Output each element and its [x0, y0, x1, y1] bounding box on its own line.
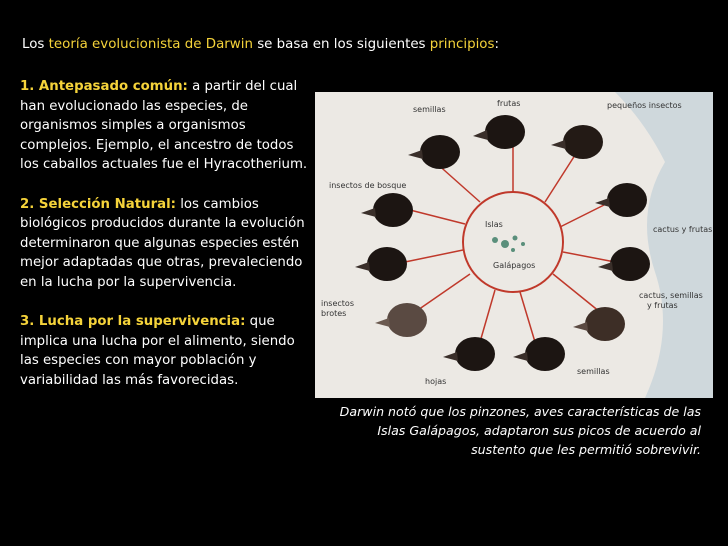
principle-1-heading: 1. Antepasado común:	[20, 79, 188, 94]
center-label-galapagos: Galápagos	[493, 261, 536, 270]
principle-3-body: que implica una lucha por el alimento, siendo las especies con mayor población y variabilidad las más favorecidas.	[20, 314, 295, 388]
intro-middle: se basa en los siguientes	[252, 37, 430, 52]
principle-2-heading: 2. Selección Natural:	[20, 196, 176, 212]
finch-head-1	[473, 115, 525, 149]
label-cactus-frutas: cactus y frutas	[653, 225, 713, 234]
principle-2-body: los cambios biológicos producidos durante la evolución determinaron que algunas especies estén mejor adaptadas que otras, prevaleciendo en la lucha por la supervivencia.	[20, 196, 305, 290]
finch-head-10	[443, 337, 495, 371]
finches-figure	[315, 92, 713, 398]
label-insectos-bosque: insectos de bosque	[329, 181, 407, 190]
intro-highlight-principles: principios	[429, 37, 495, 52]
intro-suffix: :	[494, 37, 499, 52]
principle-3	[20, 312, 310, 390]
finch-head-6	[355, 247, 407, 281]
finch-head-9	[573, 307, 625, 341]
label-frutas: frutas	[497, 99, 521, 108]
center-label-islas: Islas	[485, 220, 503, 229]
principle-2	[20, 195, 310, 293]
finches-diagram	[315, 92, 713, 398]
label-insectos: insectos	[321, 299, 354, 308]
intro-prefix: Los	[22, 37, 49, 52]
intro-line	[22, 37, 499, 52]
principle-1	[20, 77, 310, 175]
intro-highlight-theory: teoría evolucionista de Darwin	[48, 37, 253, 52]
finch-head-2	[408, 135, 460, 169]
principles-list	[20, 77, 310, 410]
principle-1-body: a partir del cual han evolucionado las especies, de organismos simples a organismos complejos. Ejemplo, el ancestro de todos los caballos actuales fue el Hyracotherium.	[20, 79, 308, 173]
label-brotes: brotes	[321, 309, 347, 318]
principle-3-heading: 3. Lucha por la supervivencia:	[20, 314, 246, 330]
label-semillas-bottom: semillas	[577, 367, 610, 376]
coast-shape	[615, 92, 713, 398]
figure-caption: Darwin notó que los pinzones, aves características de las Islas Galápagos, adaptaron sus picos de acuerdo al sustento que les permitió sobrevivir.	[339, 404, 701, 457]
label-y-frutas: y frutas	[647, 301, 678, 310]
finch-head-7	[598, 247, 650, 281]
finch-head-4	[361, 193, 413, 227]
label-cactus-semillas: cactus, semillas	[639, 291, 703, 300]
finch-head-5	[595, 183, 647, 217]
label-pequenos-insectos: pequeños insectos	[607, 101, 682, 110]
label-semillas-top: semillas	[413, 105, 446, 114]
islands-circle	[463, 192, 563, 292]
finch-head-11	[513, 337, 565, 371]
finch-head-8	[375, 303, 427, 337]
finch-head-3	[551, 125, 603, 159]
spokes	[405, 140, 615, 342]
islands-icon	[492, 236, 525, 253]
label-hojas: hojas	[425, 377, 447, 386]
